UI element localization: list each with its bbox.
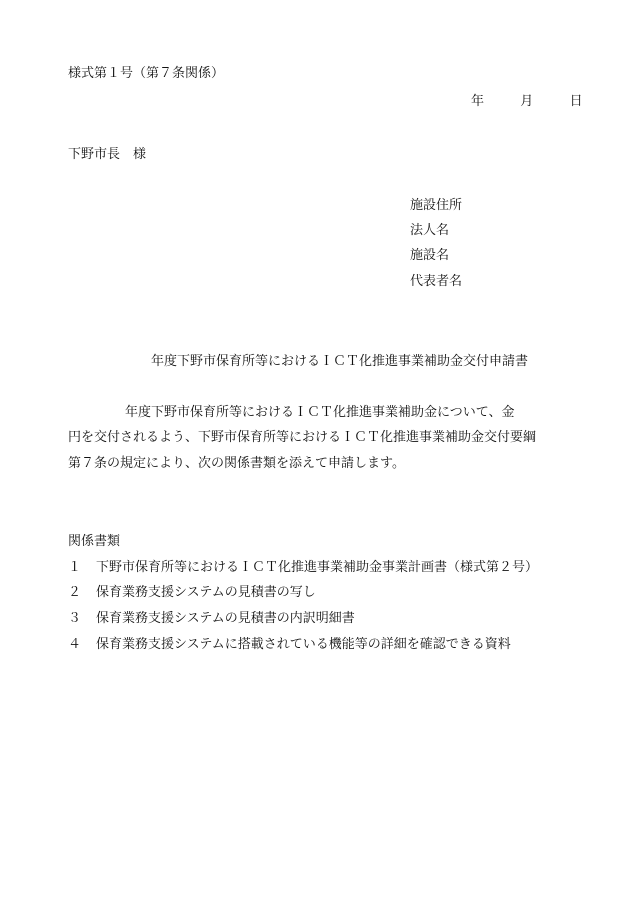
field-facility-address: 施設住所 — [410, 198, 463, 213]
field-representative-name: 代表者名 — [410, 274, 463, 289]
date-day: 日 — [569, 94, 583, 109]
date-month: 月 — [520, 94, 534, 109]
attachments-heading: 関係書類 — [68, 534, 121, 549]
attachment-item — [68, 560, 538, 576]
attachment-item — [68, 585, 316, 601]
body-line-2: 円を交付されるよう、下野市保育所等におけるＩＣＴ化推進事業補助金交付要綱 — [68, 430, 537, 445]
attachment-text: 保育業務支援システムに搭載されている機能等の詳細を確認できる資料 — [96, 637, 511, 652]
attachment-number: ２ — [68, 585, 82, 600]
attachment-item — [68, 611, 355, 627]
addressee: 下野市長 様 — [68, 147, 147, 162]
attachment-number: ３ — [68, 611, 82, 626]
attachment-text: 保育業務支援システムの見積書の写し — [96, 585, 316, 600]
form-number: 様式第１号（第７条関係） — [68, 66, 225, 81]
attachment-item — [68, 637, 511, 653]
date-line — [471, 94, 583, 110]
field-facility-name: 施設名 — [410, 248, 450, 263]
attachment-number: １ — [68, 560, 82, 575]
body-line-1: 年度下野市保育所等におけるＩＣＴ化推進事業補助金について、金 — [125, 405, 515, 420]
field-corporation-name: 法人名 — [410, 223, 450, 238]
attachment-number: ４ — [68, 637, 82, 652]
body-line-3: 第７条の規定により、次の関係書類を添えて申請します。 — [68, 456, 405, 471]
attachment-text: 下野市保育所等におけるＩＣＴ化推進事業補助金事業計画書（様式第２号） — [96, 560, 539, 575]
document-title: 年度下野市保育所等におけるＩＣＴ化推進事業補助金交付申請書 — [151, 354, 529, 369]
attachment-text: 保育業務支援システムの見積書の内訳明細書 — [96, 611, 355, 626]
date-year: 年 — [471, 94, 485, 109]
